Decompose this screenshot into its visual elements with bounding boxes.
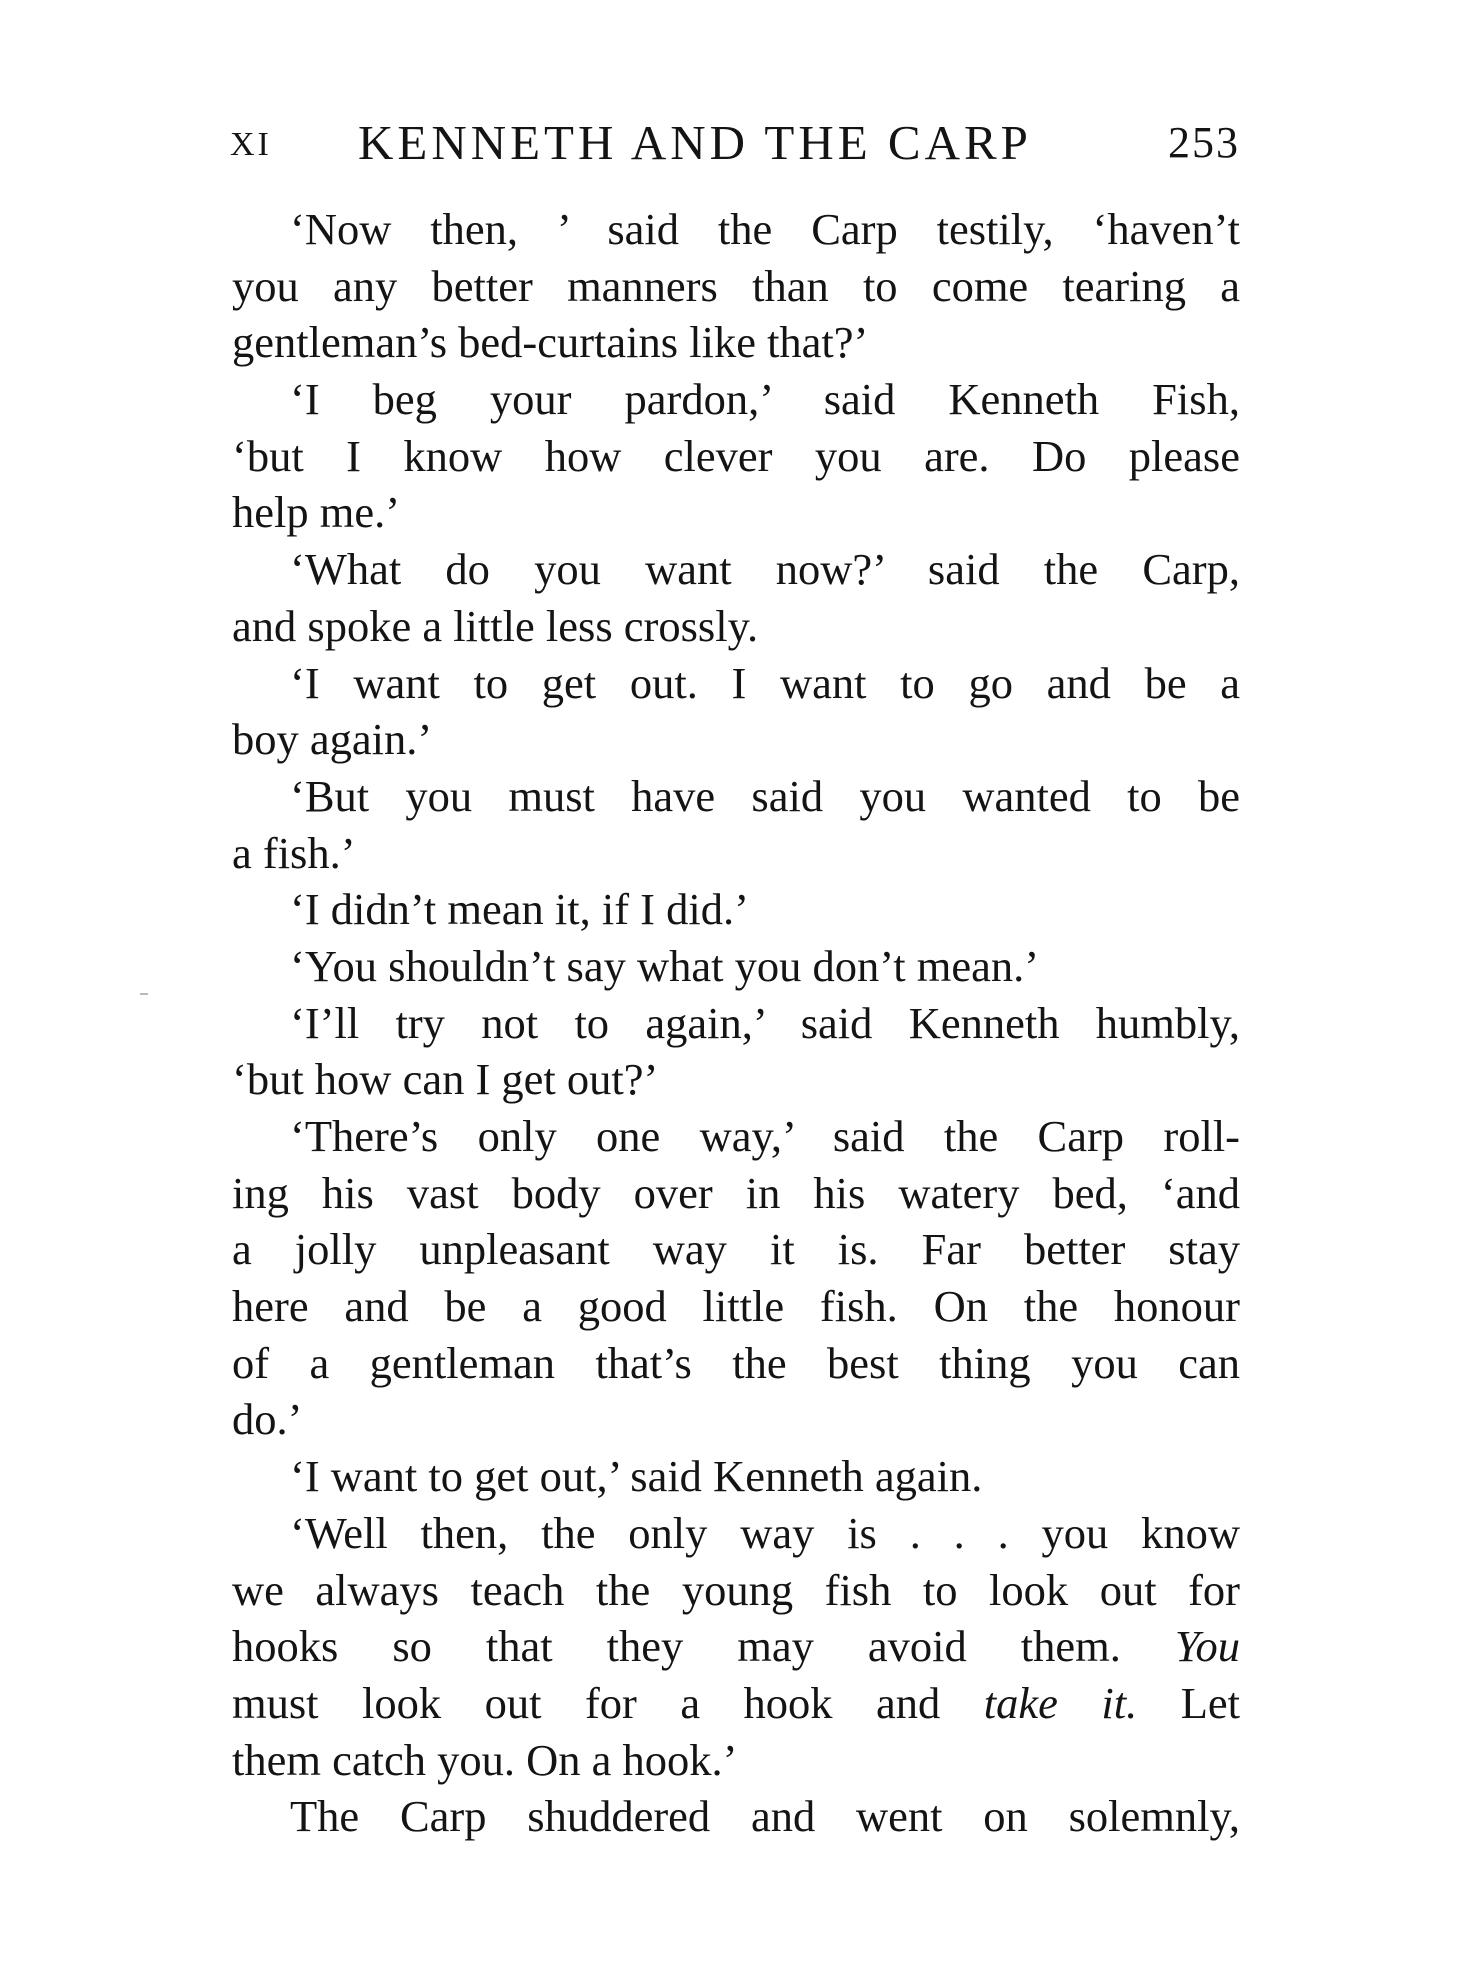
body-text (232, 201, 1240, 1845)
text-line: ‘I didn’t mean it, if I did.’ (290, 884, 749, 935)
text-line: ‘But you must have said you wanted to be (290, 770, 1240, 821)
emphasized-text: take it. (983, 1677, 1138, 1728)
text-line: ‘You shouldn’t say what you don’t mean.’ (290, 940, 1040, 991)
text-line: here and be a good little fish. On the honour (232, 1281, 1240, 1332)
text-line: a jolly unpleasant way it is. Far better stay (232, 1224, 1240, 1275)
text-line (232, 1618, 1240, 1675)
page-number: 253 (1168, 118, 1240, 167)
text-line: ‘I’ll try not to again,’ said Kenneth humbly, (290, 997, 1240, 1048)
text-line: ‘I want to get out,’ said Kenneth again. (290, 1451, 983, 1502)
text-line: ‘There’s only one way,’ said the Carp roll- (290, 1111, 1240, 1161)
text-segment: Let (1180, 1677, 1241, 1728)
text-line: we always teach the young fish to look out for (232, 1564, 1240, 1615)
text-line: The Carp shuddered and went on solemnly, (290, 1791, 1240, 1842)
text-segment: hooks so that they may avoid them. (232, 1621, 1121, 1672)
scan-speck (140, 993, 148, 995)
text-line: ‘Well then, the only way is . . . you know (290, 1507, 1240, 1558)
text-line: boy again.’ (232, 714, 433, 765)
text-line: gentleman’s bed-curtains like that?’ (232, 317, 869, 368)
text-line: ‘What do you want now?’ said the Carp, (290, 544, 1240, 595)
text-line: a fish.’ (232, 827, 356, 878)
text-line: them catch you. On a hook.’ (232, 1734, 738, 1785)
text-line: ‘but I know how clever you are. Do please (232, 430, 1240, 481)
text-line: ing his vast body over in his watery bed, ‘and (232, 1167, 1240, 1218)
text-line (232, 1675, 1240, 1732)
text-line: ‘I beg your pardon,’ said Kenneth Fish, (290, 374, 1240, 425)
text-line: help me.’ (232, 487, 401, 538)
text-line: ‘I want to get out. I want to go and be a (290, 657, 1240, 708)
text-line: do.’ (232, 1394, 303, 1445)
text-line: you any better manners than to come tearing a (232, 260, 1240, 311)
emphasized-text: You (1174, 1621, 1241, 1672)
running-head (230, 108, 1240, 178)
text-segment: must look out for a hook and (232, 1677, 941, 1728)
text-line: and spoke a little less crossly. (232, 600, 759, 651)
text-line: ‘Now then, ’ said the Carp testily, ‘haven’t (290, 204, 1240, 254)
text-line: of a gentleman that’s the best thing you can (232, 1337, 1240, 1388)
text-line: ‘but how can I get out?’ (232, 1054, 659, 1105)
chapter-title: KENNETH AND THE CARP (358, 115, 1032, 170)
chapter-number: XI (230, 126, 272, 163)
